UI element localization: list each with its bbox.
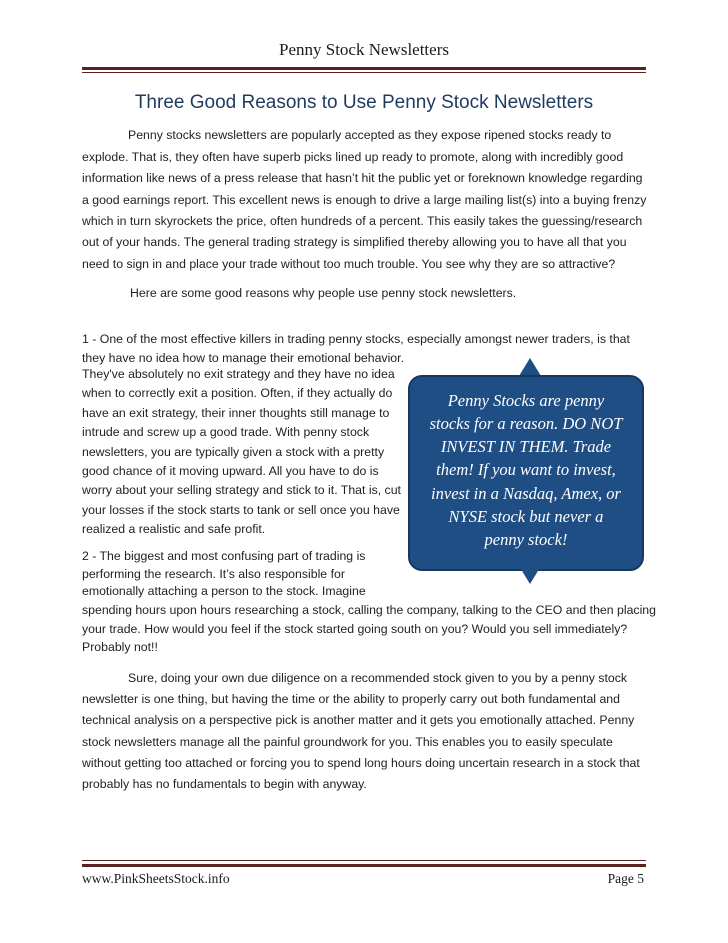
intro-line: which in turn skyrockets the price, often hundreds of a percent. This easily takes the guessing/research xyxy=(82,214,643,228)
reason1-line: worry about your selling strategy and stick to it. That is, cut xyxy=(82,483,401,497)
closing-line: Sure, doing your own due diligence on a recommended stock given to you by a penny stock xyxy=(128,671,628,685)
closing-line: newsletter is one thing, but having the time or the ability to properly carry out both fundamental and xyxy=(82,692,620,706)
reason2-line: 2 - The biggest and most confusing part of trading is xyxy=(82,549,366,563)
callout-text-line: them! If you want to invest, xyxy=(436,460,616,479)
callout-pointer-bottom xyxy=(519,566,541,584)
callout-pointer-top xyxy=(519,358,541,376)
intro-line: information like news of a press release that hasn’t hit the public yet or foreknown knowledge regarding xyxy=(82,171,643,185)
callout-text-line: penny stock! xyxy=(484,530,568,549)
reason1-line: intrude and screw up a good trade. With penny stock xyxy=(82,425,370,439)
reason1-line: your losses if the stock starts to tank or sell once you have xyxy=(82,503,400,517)
footer-rule xyxy=(82,864,646,867)
reason1-line: newsletters, you are typically given a stock with a pretty xyxy=(82,445,385,459)
reason2-line: spending hours upon hours researching a stock, calling the company, talking to the CEO and then placing xyxy=(82,603,656,617)
intro-line: a good earnings report. This excellent news is enough to drive a large mailing list(s) into a buying frenzy xyxy=(82,193,647,207)
intro-line: explode. That is, they often have superb picks lined up ready to promote, along with incredibly good xyxy=(82,150,624,164)
header-rule-thin xyxy=(82,72,646,73)
header-rule xyxy=(82,67,646,70)
footer-rule-thin xyxy=(82,860,646,861)
footer-url: www.PinkSheetsStock.info xyxy=(82,871,230,886)
document-heading: Three Good Reasons to Use Penny Stock Newsletters xyxy=(134,92,594,113)
reason2-line: your trade. How would you feel if the stock started going south on you? Would you sell immediately? xyxy=(82,622,628,636)
reason1-line: 1 - One of the most effective killers in trading penny stocks, especially amongst newer traders, is that xyxy=(82,332,630,346)
closing-line: stock newsletters manage all the painful groundwork for you. This enables you to easily speculate xyxy=(82,735,613,749)
callout-text-line: NYSE stock but never a xyxy=(448,507,604,526)
intro-line: Penny stocks newsletters are popularly accepted as they expose ripened stocks ready to xyxy=(128,128,612,142)
reason2-line: Probably not!! xyxy=(82,640,158,654)
reasons-intro: Here are some good reasons why people use penny stock newsletters. xyxy=(130,286,517,300)
reason1-line: realized a realistic and safe profit. xyxy=(82,522,266,536)
reason1-line: when to correctly exit a position. Often, if they actually do xyxy=(82,386,393,400)
reason1-line: They've absolutely no exit strategy and they have no idea xyxy=(82,367,395,381)
reason1-line: have an exit strategy, their inner thoughts still manage to xyxy=(82,406,390,420)
callout-text-line: Penny Stocks are penny xyxy=(447,391,605,410)
closing-line: probably has no fundamentals to begin with anyway. xyxy=(82,777,367,791)
reason2-line: performing the research. It’s also responsible for xyxy=(82,567,345,581)
callout-text-line: INVEST IN THEM. Trade xyxy=(440,437,612,456)
page-number: Page 5 xyxy=(607,871,644,886)
intro-line: out of your hands. The general trading strategy is simplified thereby allowing you to have all that you xyxy=(82,235,627,249)
running-header: Penny Stock Newsletters xyxy=(279,40,449,59)
callout-text-line: stocks for a reason. DO NOT xyxy=(429,414,623,433)
intro-line: need to sign in and place your trade without too much trouble. You see why they are so attractive? xyxy=(82,257,616,271)
closing-line: technical analysis on a perspective pick is another matter and it gets you emotionally attached. Penny xyxy=(82,713,635,727)
reason2-line: emotionally attaching a person to the stock. Imagine xyxy=(82,584,366,598)
reason1-line: good chance of it moving upward. All you have to do is xyxy=(82,464,379,478)
reason1-line: they have no idea how to manage their emotional behavior. xyxy=(82,351,404,365)
callout-text-line: invest in a Nasdaq, Amex, or xyxy=(431,484,621,503)
closing-line: without getting too attached or forcing you to spend long hours doing uncertain research in a stock that xyxy=(82,756,640,770)
